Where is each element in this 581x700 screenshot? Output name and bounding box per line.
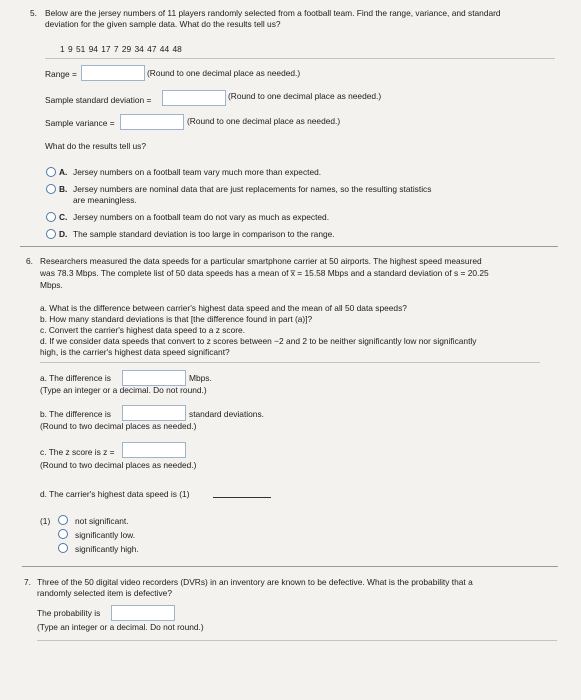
probability-label: The probability is — [37, 608, 101, 618]
choice-marker: (1) — [40, 516, 51, 526]
q7-number: 7. — [24, 577, 31, 587]
q6-prompt-line1: Researchers measured the data speeds for a particular smartphone carrier at 50 airports. The highest speed measured — [40, 256, 482, 266]
probability-hint: (Type an integer or a decimal. Do not round.) — [37, 622, 204, 632]
a-answer-label: a. The difference is — [40, 373, 111, 383]
std-devs-input[interactable] — [122, 405, 186, 421]
option-c-radio[interactable] — [46, 212, 56, 222]
option-c-letter: C. — [59, 212, 68, 222]
sd-label: Sample standard deviation = — [45, 95, 152, 105]
q5-question: What do the results tell us? — [45, 141, 147, 151]
q6-part-d: d. If we consider data speeds that convert to z scores between −2 and 2 to be neither significantly low nor significantly — [40, 336, 477, 346]
not-significant-label[interactable]: not significant. — [75, 516, 129, 526]
a-unit: Mbps. — [189, 373, 212, 383]
section-divider — [22, 566, 558, 567]
range-label: Range = — [45, 69, 77, 79]
q6-prompt-line3: Mbps. — [40, 280, 63, 290]
divider — [37, 640, 557, 641]
variance-label: Sample variance = — [45, 118, 115, 128]
significantly-high-radio[interactable] — [58, 543, 68, 553]
not-significant-radio[interactable] — [58, 515, 68, 525]
q5-data-values: 1 9 51 94 17 7 29 34 47 44 48 — [60, 44, 182, 54]
b-answer-label: b. The difference is — [40, 409, 111, 419]
q6-prompt-line2: was 78.3 Mbps. The complete list of 50 data speeds has a mean of x̅ = 15.58 Mbps and a standard deviation of s = 20.25 — [40, 268, 489, 278]
significantly-low-label[interactable]: significantly low. — [75, 530, 136, 540]
sd-input[interactable] — [162, 90, 226, 106]
q7-prompt-line1: Three of the 50 digital video recorders (DVRs) in an inventory are known to be defective. What is the probability that a — [37, 577, 473, 587]
option-b-text-line2[interactable]: are meaningless. — [73, 195, 137, 205]
significance-dropdown-blank[interactable] — [213, 497, 271, 498]
range-hint: (Round to one decimal place as needed.) — [147, 68, 301, 78]
option-a-radio[interactable] — [46, 167, 56, 177]
option-a-text[interactable]: Jersey numbers on a football team vary much more than expected. — [73, 167, 322, 177]
b-hint: (Round to two decimal places as needed.) — [40, 421, 197, 431]
option-a-letter: A. — [59, 167, 68, 177]
section-divider — [20, 246, 558, 247]
q6-part-d-line2: high, is the carrier's highest data speed significant? — [40, 347, 230, 357]
option-b-radio[interactable] — [46, 184, 56, 194]
q6-number: 6. — [26, 256, 33, 266]
q6-part-a: a. What is the difference between carrier's highest data speed and the mean of all 50 data speeds? — [40, 303, 407, 313]
a-hint: (Type an integer or a decimal. Do not round.) — [40, 385, 207, 395]
variance-hint: (Round to one decimal place as needed.) — [187, 116, 341, 126]
b-unit: standard deviations. — [189, 409, 264, 419]
option-b-text[interactable]: Jersey numbers are nominal data that are just replacements for names, so the resulting statistics — [73, 184, 432, 194]
divider — [45, 58, 555, 59]
option-c-text[interactable]: Jersey numbers on a football team do not vary as much as expected. — [73, 212, 330, 222]
range-input[interactable] — [81, 65, 145, 81]
option-b-letter: B. — [59, 184, 68, 194]
significantly-high-label[interactable]: significantly high. — [75, 544, 139, 554]
probability-input[interactable] — [111, 605, 175, 621]
difference-input[interactable] — [122, 370, 186, 386]
sd-hint: (Round to one decimal place as needed.) — [228, 91, 382, 101]
c-hint: (Round to two decimal places as needed.) — [40, 460, 197, 470]
significantly-low-radio[interactable] — [58, 529, 68, 539]
z-score-input[interactable] — [122, 442, 186, 458]
q5-number: 5. — [30, 8, 37, 18]
option-d-radio[interactable] — [46, 229, 56, 239]
q6-part-b: b. How many standard deviations is that [the difference found in part (a)]? — [40, 314, 313, 324]
q5-prompt-line1: Below are the jersey numbers of 11 players randomly selected from a football team. Find the range, variance, and standard — [45, 8, 501, 18]
q7-prompt-line2: randomly selected item is defective? — [37, 588, 172, 598]
q6-part-c: c. Convert the carrier's highest data speed to a z score. — [40, 325, 246, 335]
c-answer-label: c. The z score is z = — [40, 447, 115, 457]
divider — [40, 362, 540, 363]
q5-prompt-line2: deviation for the given sample data. What do the results tell us? — [45, 19, 281, 29]
option-d-text[interactable]: The sample standard deviation is too large in comparison to the range. — [73, 229, 335, 239]
option-d-letter: D. — [59, 229, 68, 239]
d-answer-label: d. The carrier's highest data speed is (1) — [40, 489, 190, 499]
variance-input[interactable] — [120, 114, 184, 130]
